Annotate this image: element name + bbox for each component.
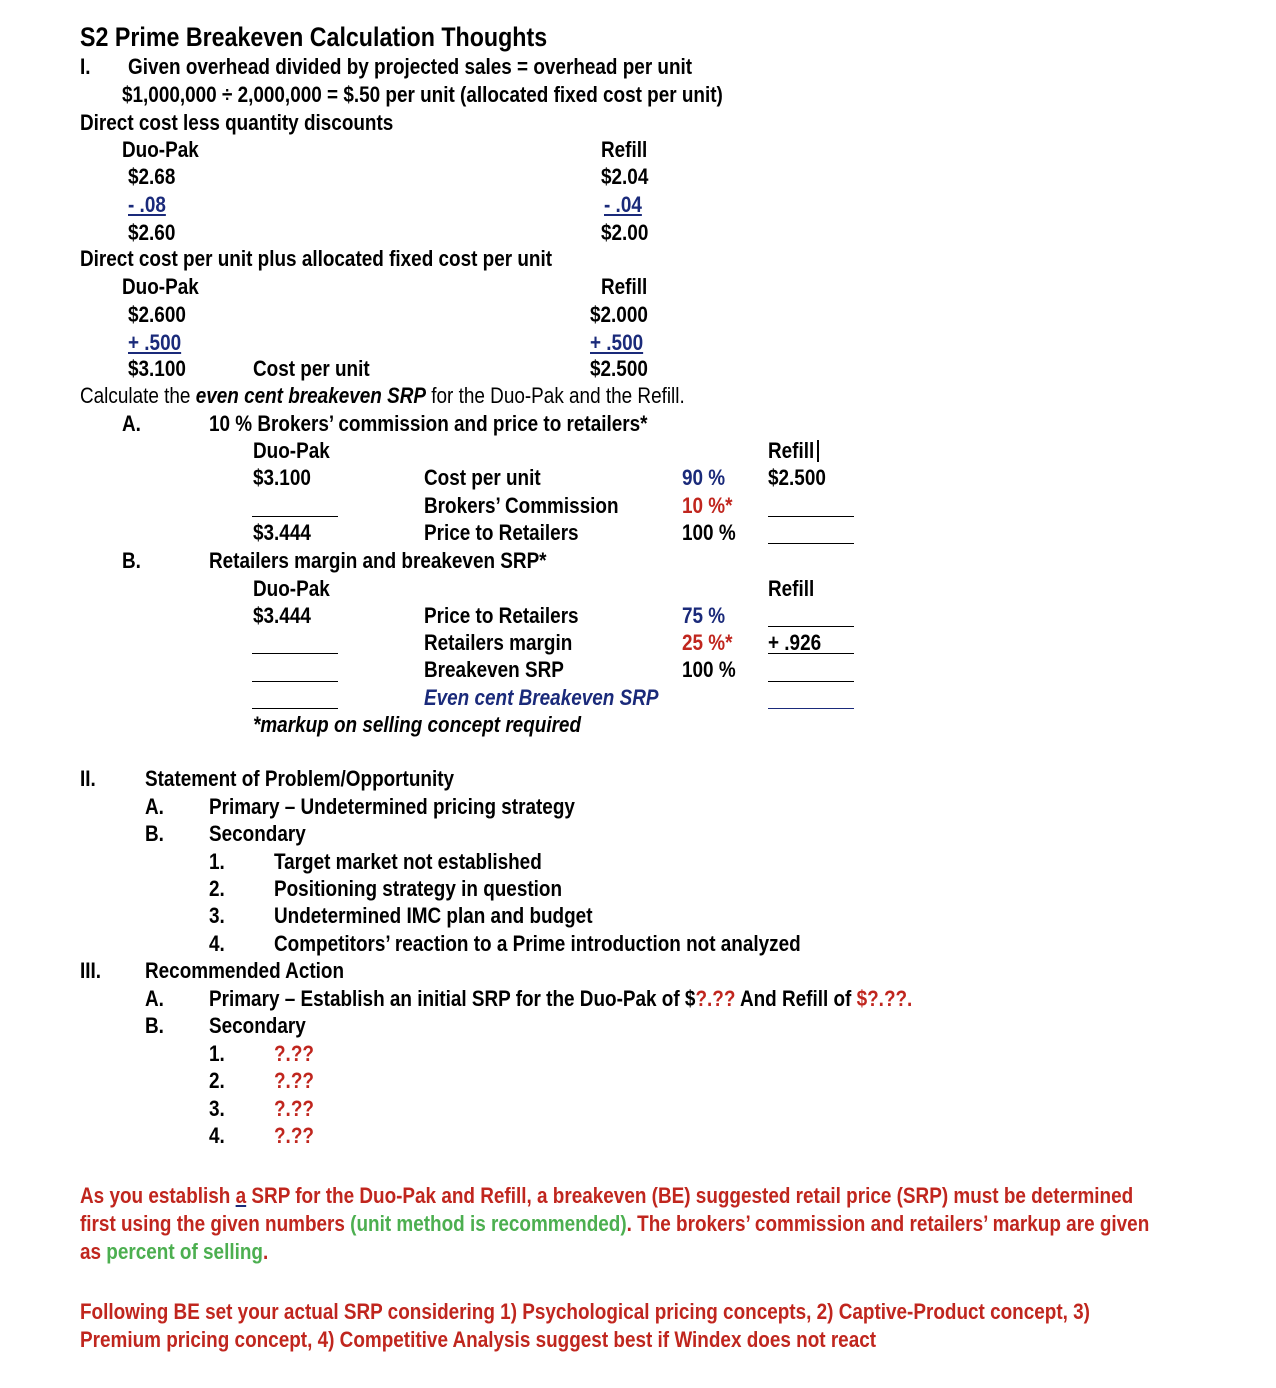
b-row-margin: Retailers margin — [424, 630, 573, 655]
s3-item-num: 3. — [209, 1096, 225, 1121]
refill-label: Refill — [601, 137, 648, 162]
s3-b-label: B. — [145, 1013, 164, 1038]
s2-item-num: 2. — [209, 876, 225, 901]
s2-a-label: A. — [145, 794, 164, 819]
b-refill-even-cent-blank — [768, 708, 854, 709]
duo-direct-cost: $2.68 — [128, 164, 176, 189]
a-duo-cost: $3.100 — [253, 465, 311, 490]
a-row-price: Price to Retailers — [424, 520, 579, 545]
refill-plus-cost: $2.000 — [590, 302, 648, 327]
note-1-line-1: As you establish a SRP for the Duo-Pak and Refill, a breakeven (BE) suggested retail price (SRP) must be determined — [80, 1183, 1134, 1208]
sub-b-label: B. — [122, 548, 141, 573]
duo-plus-cost: $2.600 — [128, 302, 186, 327]
b-pct-breakeven: 100 % — [682, 657, 736, 682]
overhead-formula: Given overhead divided by projected sales = overhead per unit — [128, 54, 693, 79]
duo-total-cost: $3.100 — [128, 356, 186, 381]
page-title: S2 Prime Breakeven Calculation Thoughts — [80, 22, 548, 52]
s2-item-text: Undetermined IMC plan and budget — [274, 903, 593, 928]
refill-total-cost: $2.500 — [590, 356, 648, 381]
a-refill-commission-blank — [768, 516, 854, 517]
b-row-even-cent: Even cent Breakeven SRP — [424, 685, 659, 710]
b-refill-label: Refill — [768, 576, 815, 601]
direct-cost-heading: Direct cost less quantity discounts — [80, 110, 394, 135]
b-refill-breakeven-blank — [768, 681, 854, 682]
b-duo-margin-blank — [252, 653, 338, 654]
a-refill-cost: $2.500 — [768, 465, 826, 490]
a-duo-pak-label: Duo-Pak — [253, 438, 330, 463]
b-refill-price-blank — [768, 626, 854, 627]
plus-fixed-heading: Direct cost per unit plus allocated fixed cost per unit — [80, 246, 553, 271]
s2-b-label: B. — [145, 821, 164, 846]
s2-item-text: Positioning strategy in question — [274, 876, 563, 901]
section-3-heading: Recommended Action — [145, 958, 345, 983]
s3-item-text: ?.?? — [274, 1096, 314, 1121]
s3-item-num: 2. — [209, 1068, 225, 1093]
sub-a-label: A. — [122, 411, 141, 436]
b-refill-margin: + .926 — [768, 630, 822, 655]
s2-item-num: 4. — [209, 931, 225, 956]
refill-direct-cost: $2.04 — [601, 164, 649, 189]
cost-per-unit-label: Cost per unit — [253, 356, 370, 381]
s2-primary: Primary – Undetermined pricing strategy — [209, 794, 575, 819]
refill-plus-fixed: + .500 — [590, 330, 644, 355]
s3-item-text: ?.?? — [274, 1068, 314, 1093]
refill-net-cost: $2.00 — [601, 220, 649, 245]
refill-discount: - .04 — [604, 192, 642, 217]
retailers-heading: Retailers margin and breakeven SRP* — [209, 548, 547, 573]
a-pct-price: 100 % — [682, 520, 736, 545]
a-row-commission: Brokers’ Commission — [424, 493, 619, 518]
s2-item-text: Target market not established — [274, 849, 542, 874]
b-row-breakeven: Breakeven SRP — [424, 657, 564, 682]
b-duo-pak-label: Duo-Pak — [253, 576, 330, 601]
s2-item-num: 3. — [209, 903, 225, 928]
a-refill-label: Refill — [768, 438, 815, 463]
section-3-numeral: III. — [80, 958, 102, 983]
a-duo-commission-blank — [252, 516, 338, 517]
duo-discount: - .08 — [128, 192, 166, 217]
a-refill-price-blank — [768, 543, 854, 544]
duo-pak-label: Duo-Pak — [122, 137, 199, 162]
refill-label-2: Refill — [601, 274, 648, 299]
note-2-line-1: Following BE set your actual SRP considering 1) Psychological pricing concepts, 2) Captive-Product concept, 3) — [80, 1299, 1090, 1324]
b-duo-breakeven-blank — [252, 681, 338, 682]
b-duo-even-cent-blank — [252, 708, 338, 709]
a-duo-price: $3.444 — [253, 520, 311, 545]
text-cursor — [817, 440, 819, 462]
brokers-heading: 10 % Brokers’ commission and price to retailers* — [209, 411, 648, 436]
b-duo-price: $3.444 — [253, 603, 311, 628]
a-pct-commission: 10 %* — [682, 493, 733, 518]
s3-primary: Primary – Establish an initial SRP for the Duo-Pak of $?.?? And Refill of $?.??. — [209, 986, 913, 1011]
b-refill-margin-underline — [768, 653, 854, 654]
section-2-numeral: II. — [80, 766, 96, 791]
s3-item-num: 4. — [209, 1123, 225, 1148]
a-row-cost: Cost per unit — [424, 465, 541, 490]
s2-secondary: Secondary — [209, 821, 306, 846]
note-1-line-2: first using the given numbers (unit method is recommended). The brokers’ commission and retailers’ markup are given — [80, 1211, 1150, 1236]
duo-plus-fixed: + .500 — [128, 330, 182, 355]
s3-secondary: Secondary — [209, 1013, 306, 1038]
note-1-line-3: as percent of selling. — [80, 1239, 269, 1264]
b-pct-price: 75 % — [682, 603, 726, 628]
section-2-heading: Statement of Problem/Opportunity — [145, 766, 455, 791]
overhead-calculation: $1,000,000 ÷ 2,000,000 = $.50 per unit (allocated fixed cost per unit) — [122, 82, 723, 107]
b-pct-margin: 25 %* — [682, 630, 733, 655]
s3-a-label: A. — [145, 986, 164, 1011]
b-row-price: Price to Retailers — [424, 603, 579, 628]
s3-item-num: 1. — [209, 1041, 225, 1066]
duo-net-cost: $2.60 — [128, 220, 176, 245]
calculate-instruction: Calculate the even cent breakeven SRP for the Duo-Pak and the Refill. — [80, 383, 685, 408]
s3-item-text: ?.?? — [274, 1123, 314, 1148]
s2-item-num: 1. — [209, 849, 225, 874]
section-1-numeral: I. — [80, 54, 91, 79]
markup-note: *markup on selling concept required — [253, 712, 582, 737]
duo-pak-label-2: Duo-Pak — [122, 274, 199, 299]
s2-item-text: Competitors’ reaction to a Prime introduction not analyzed — [274, 931, 801, 956]
note-2-line-2: Premium pricing concept, 4) Competitive Analysis suggest best if Windex does not react — [80, 1327, 877, 1352]
a-pct-cost: 90 % — [682, 465, 726, 490]
s3-item-text: ?.?? — [274, 1041, 314, 1066]
